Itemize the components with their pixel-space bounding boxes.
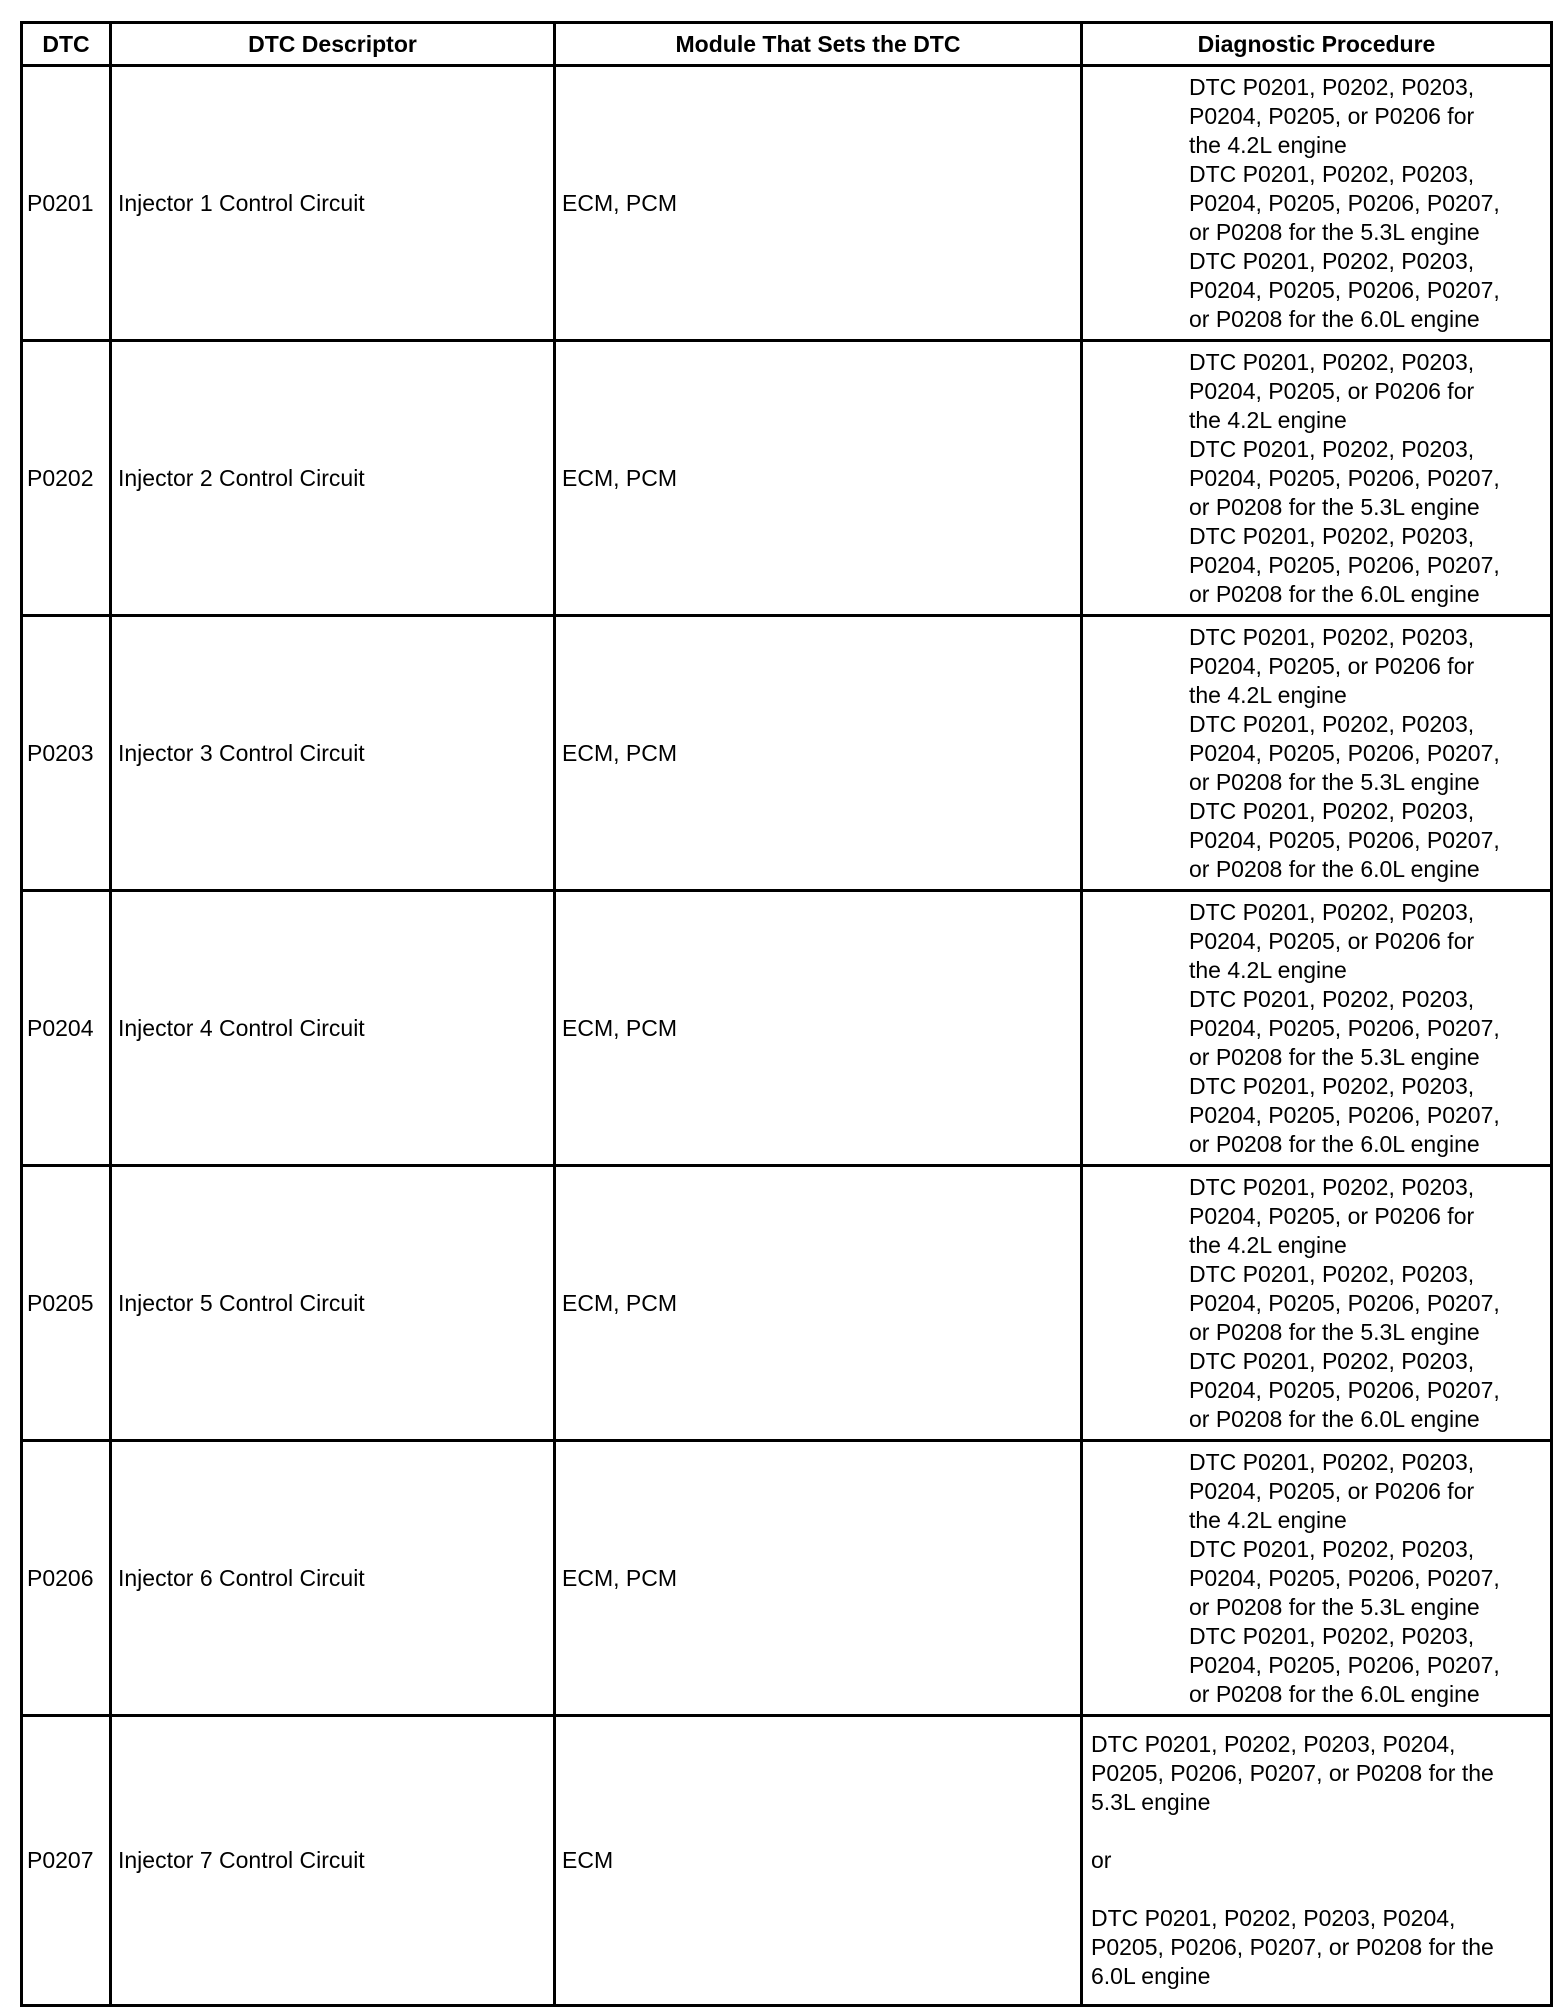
dtc-module: ECM, PCM bbox=[555, 341, 1082, 616]
dtc-module: ECM, PCM bbox=[555, 66, 1082, 341]
diagnostic-procedure: DTC P0201, P0202, P0203, P0204, P0205, or P0206 for the 4.2L engine DTC P0201, P0202, P0203, P0204, P0205, P0206, P0207, or P0208 for the 5.3L engine DTC P0201, P0202, P0203, P0204, P0205, P0206, P0207, or P0208 for the 6.0L engine bbox=[1082, 891, 1552, 1166]
table-row bbox=[22, 1716, 1552, 2006]
table-row bbox=[22, 1441, 1552, 1716]
dtc-module: ECM, PCM bbox=[555, 1441, 1082, 1716]
table-row bbox=[22, 341, 1552, 616]
header-module: Module That Sets the DTC bbox=[555, 23, 1082, 66]
header-procedure: Diagnostic Procedure bbox=[1082, 23, 1552, 66]
dtc-module: ECM bbox=[555, 1716, 1082, 2006]
dtc-module: ECM, PCM bbox=[555, 616, 1082, 891]
diagnostic-procedure: DTC P0201, P0202, P0203, P0204, P0205, or P0206 for the 4.2L engine DTC P0201, P0202, P0203, P0204, P0205, P0206, P0207, or P0208 for the 5.3L engine DTC P0201, P0202, P0203, P0204, P0205, P0206, P0207, or P0208 for the 6.0L engine bbox=[1082, 616, 1552, 891]
table-row bbox=[22, 1166, 1552, 1441]
dtc-code: P0206 bbox=[22, 1441, 111, 1716]
header-row bbox=[22, 23, 1552, 66]
dtc-descriptor: Injector 5 Control Circuit bbox=[111, 1166, 555, 1441]
dtc-descriptor: Injector 3 Control Circuit bbox=[111, 616, 555, 891]
diagnostic-procedure: DTC P0201, P0202, P0203, P0204, P0205, or P0206 for the 4.2L engine DTC P0201, P0202, P0203, P0204, P0205, P0206, P0207, or P0208 for the 5.3L engine DTC P0201, P0202, P0203, P0204, P0205, P0206, P0207, or P0208 for the 6.0L engine bbox=[1082, 1166, 1552, 1441]
diagnostic-procedure: DTC P0201, P0202, P0203, P0204, P0205, or P0206 for the 4.2L engine DTC P0201, P0202, P0203, P0204, P0205, P0206, P0207, or P0208 for the 5.3L engine DTC P0201, P0202, P0203, P0204, P0205, P0206, P0207, or P0208 for the 6.0L engine bbox=[1082, 66, 1552, 341]
dtc-descriptor: Injector 1 Control Circuit bbox=[111, 66, 555, 341]
dtc-code: P0202 bbox=[22, 341, 111, 616]
dtc-code: P0207 bbox=[22, 1716, 111, 2006]
header-dtc: DTC bbox=[22, 23, 111, 66]
diagnostic-procedure: DTC P0201, P0202, P0203, P0204, P0205, or P0206 for the 4.2L engine DTC P0201, P0202, P0203, P0204, P0205, P0206, P0207, or P0208 for the 5.3L engine DTC P0201, P0202, P0203, P0204, P0205, P0206, P0207, or P0208 for the 6.0L engine bbox=[1082, 341, 1552, 616]
dtc-code: P0204 bbox=[22, 891, 111, 1166]
dtc-code: P0205 bbox=[22, 1166, 111, 1441]
dtc-descriptor: Injector 4 Control Circuit bbox=[111, 891, 555, 1166]
dtc-code: P0203 bbox=[22, 616, 111, 891]
table-row bbox=[22, 66, 1552, 341]
dtc-module: ECM, PCM bbox=[555, 1166, 1082, 1441]
dtc-module: ECM, PCM bbox=[555, 891, 1082, 1166]
dtc-descriptor: Injector 2 Control Circuit bbox=[111, 341, 555, 616]
dtc-descriptor: Injector 7 Control Circuit bbox=[111, 1716, 555, 2006]
dtc-code: P0201 bbox=[22, 66, 111, 341]
dtc-descriptor: Injector 6 Control Circuit bbox=[111, 1441, 555, 1716]
table-row bbox=[22, 616, 1552, 891]
diagnostic-procedure: DTC P0201, P0202, P0203, P0204, P0205, P0206, P0207, or P0208 for the 5.3L engine or DTC P0201, P0202, P0203, P0204, P0205, P0206, P0207, or P0208 for the 6.0L engine bbox=[1082, 1716, 1552, 2006]
table-row bbox=[22, 891, 1552, 1166]
diagnostic-procedure: DTC P0201, P0202, P0203, P0204, P0205, or P0206 for the 4.2L engine DTC P0201, P0202, P0203, P0204, P0205, P0206, P0207, or P0208 for the 5.3L engine DTC P0201, P0202, P0203, P0204, P0205, P0206, P0207, or P0208 for the 6.0L engine bbox=[1082, 1441, 1552, 1716]
header-descriptor: DTC Descriptor bbox=[111, 23, 555, 66]
dtc-table bbox=[20, 21, 1553, 2007]
